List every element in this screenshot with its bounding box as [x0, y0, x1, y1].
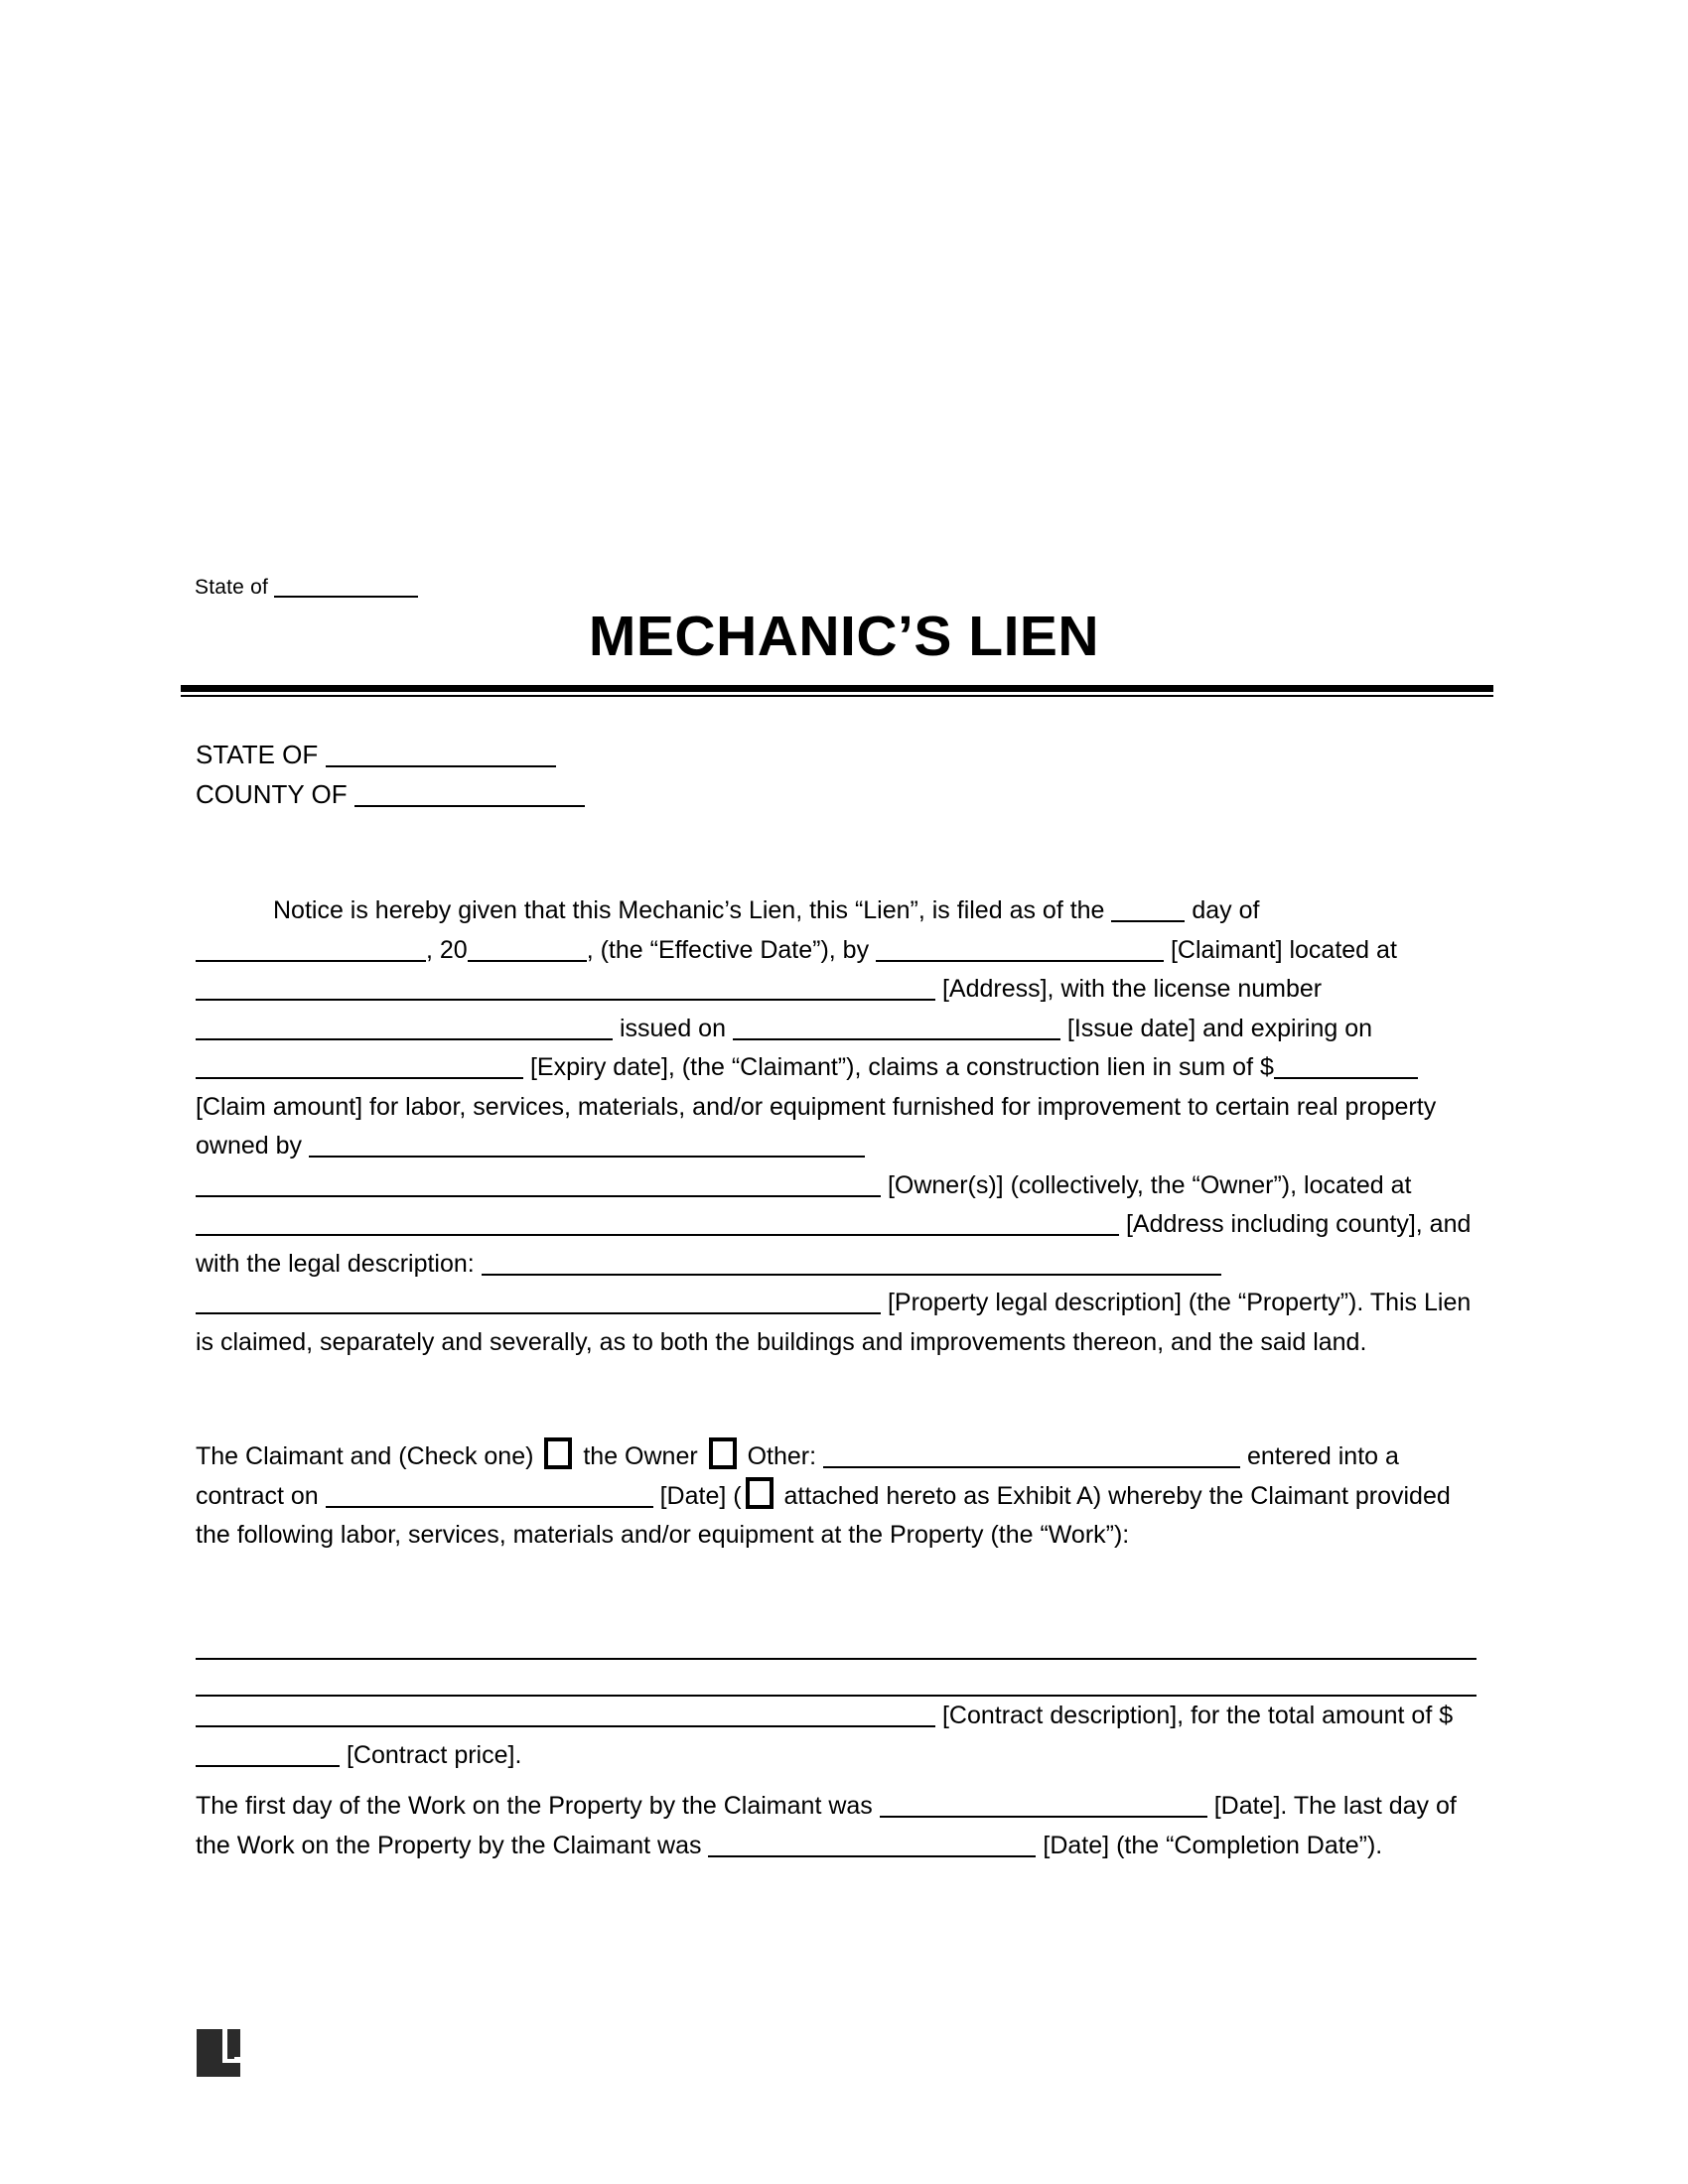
claimant-name-blank[interactable]	[876, 938, 1164, 962]
work-dates-paragraph	[196, 1787, 1477, 1865]
notice-text-20: the said land.	[1218, 1327, 1367, 1356]
contract-text-5: whereby the Claimant provided the following labor, services, materials and/or equipment at the Property	[196, 1481, 1451, 1549]
contract-description-blank[interactable]	[196, 1704, 935, 1727]
state-of-line	[196, 735, 585, 774]
first-day-blank[interactable]	[880, 1794, 1207, 1818]
checkbox-owner[interactable]	[544, 1437, 572, 1469]
work-description-blank-1[interactable]	[196, 1658, 1477, 1660]
county-of-line-blank[interactable]	[354, 783, 585, 807]
page-title: MECHANIC’S LIEN	[588, 605, 1100, 668]
contract-date-blank[interactable]	[326, 1484, 653, 1508]
notice-text-5: [Claimant] located	[1170, 935, 1370, 964]
document-sheet	[195, 0, 1493, 2184]
last-day-blank[interactable]	[708, 1834, 1036, 1857]
notice-text-8: issued on	[619, 1014, 726, 1042]
notice-text-3: , 20	[426, 935, 468, 964]
state-of-label: State of	[195, 576, 268, 599]
work-description-block	[196, 1623, 1477, 1775]
notice-text-17: the legal description:	[246, 1249, 475, 1278]
notice-text-7: [Address], with the license number	[941, 975, 1323, 1003]
contract-desc-text-3: [Contract price].	[346, 1740, 522, 1769]
notice-text-15: [Owner(s)] (collectively, the “Owner”), located at	[887, 1170, 1412, 1199]
legal-description-blank-1[interactable]	[482, 1252, 1221, 1276]
notice-text-10: expiring on	[1250, 1014, 1373, 1042]
notice-text-14: improvement to certain real property owned by	[196, 1092, 1437, 1160]
notice-text-19: This Lien is claimed, separately and severally, as to both the buildings and improvements thereon, and	[196, 1289, 1472, 1356]
license-number-blank[interactable]	[196, 1017, 613, 1040]
checkbox-other-label: Other:	[747, 1442, 817, 1470]
first-day-tag: [Date].	[1213, 1792, 1288, 1820]
legal-templates-logo-icon	[197, 2029, 240, 2077]
first-day-label: The first day of the Work on the Property by the Claimant was	[196, 1792, 873, 1820]
notice-text-2: day of	[1192, 896, 1260, 924]
state-of-header	[195, 574, 418, 600]
contract-text-2: entered into a contract on	[196, 1442, 1399, 1510]
state-of-line-label: STATE OF	[196, 740, 319, 769]
divider-thick-rule	[181, 685, 1493, 692]
claimant-address-blank[interactable]	[196, 977, 935, 1001]
state-of-blank[interactable]	[274, 574, 418, 598]
state-of-line-blank[interactable]	[326, 744, 556, 767]
contract-desc-text-2: of $	[1411, 1702, 1454, 1729]
contract-text-3: [Date] (	[659, 1481, 742, 1510]
claim-amount-blank[interactable]	[1274, 1055, 1418, 1079]
expiry-date-blank[interactable]	[196, 1055, 523, 1079]
notice-text-6: at	[1376, 935, 1397, 964]
effective-year-blank[interactable]	[468, 938, 587, 962]
checkbox-owner-label: the Owner	[583, 1442, 698, 1470]
header-divider	[181, 685, 1493, 697]
notice-text-11: [Expiry date], (the “Claimant”), claims a construction lien in	[529, 1053, 1173, 1081]
notice-text-1: Notice is hereby given that this Mechanic’s Lien, this “Lien”, is filed as of the	[273, 896, 1105, 924]
divider-thin-rule	[181, 695, 1493, 697]
last-day-tag: [Date]	[1043, 1831, 1110, 1859]
county-of-line-label: COUNTY OF	[196, 779, 348, 809]
contract-text-6: (the “Work”):	[990, 1521, 1130, 1549]
notice-text-9: [Issue date] and	[1066, 1014, 1244, 1042]
last-day-label: The last day of the Work on the Property by the Claimant was	[196, 1792, 1457, 1859]
notice-text-18: [Property legal description] (the “Property”).	[887, 1289, 1364, 1316]
legal-description-blank-2[interactable]	[196, 1291, 881, 1314]
property-address-blank[interactable]	[196, 1212, 1119, 1236]
other-party-blank[interactable]	[823, 1444, 1240, 1468]
owner-name-blank-1[interactable]	[309, 1134, 865, 1158]
checkbox-exhibit-a[interactable]	[746, 1477, 774, 1509]
contract-text-4: attached hereto as Exhibit A)	[783, 1481, 1102, 1510]
notice-paragraph	[196, 891, 1477, 1362]
notice-text-16: [Address including county], and with	[196, 1210, 1472, 1278]
checkbox-other[interactable]	[709, 1437, 737, 1469]
notice-text-13: [Claim amount] for labor, services, materials, and/or equipment furnished for	[196, 1092, 1031, 1121]
notice-text-4: , (the “Effective Date”), by	[586, 935, 870, 964]
effective-day-blank[interactable]	[1111, 898, 1185, 922]
contract-desc-text-1: [Contract description], for the total amount	[941, 1702, 1405, 1729]
notice-text-12: sum of $	[1178, 1053, 1274, 1081]
work-description-blank-2[interactable]	[196, 1695, 1477, 1697]
contract-price-blank[interactable]	[196, 1743, 340, 1767]
jurisdiction-block	[196, 735, 585, 814]
check-one-label: The Claimant and (Check one)	[196, 1442, 534, 1470]
county-of-line	[196, 774, 585, 814]
effective-month-blank[interactable]	[196, 938, 426, 962]
owner-name-blank-2[interactable]	[196, 1173, 881, 1197]
issue-date-blank[interactable]	[733, 1017, 1060, 1040]
completion-date-text: (the “Completion Date”).	[1116, 1831, 1383, 1859]
contract-paragraph	[196, 1437, 1477, 1556]
